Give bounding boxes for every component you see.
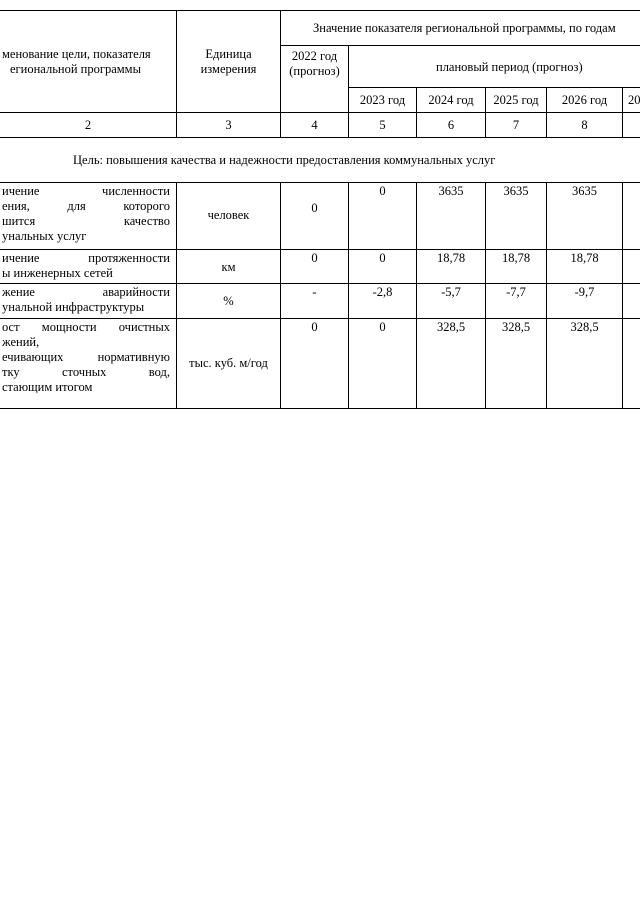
row-3-unit: % bbox=[223, 294, 234, 308]
col-number-8: 8 bbox=[581, 118, 588, 132]
header-planned-period: плановый период (прогноз) bbox=[436, 60, 583, 74]
row-1-value-2023: 0 bbox=[379, 184, 386, 198]
header-name-line-1: менование цели, показателя bbox=[2, 47, 151, 61]
col-number-6: 6 bbox=[447, 118, 455, 132]
row-4-value-2025: 328,5 bbox=[501, 320, 531, 334]
header-year-2025: 2025 год bbox=[493, 93, 539, 107]
row-4-value-2024: 328,5 bbox=[436, 320, 466, 334]
row-2-value-2023: 0 bbox=[379, 251, 386, 265]
row-2-value-2022: 0 bbox=[311, 251, 318, 265]
row-4-value-2026: 328,5 bbox=[570, 320, 599, 334]
row-4-name-line-1: ост мощности очистных bbox=[2, 320, 170, 334]
col-rule-2026 bbox=[622, 87, 623, 137]
row-4-value-2022: 0 bbox=[311, 320, 318, 334]
header-year-cut: 20 bbox=[628, 93, 640, 107]
row-3-name-line-2: унальной инфраструктуры bbox=[2, 300, 145, 314]
table-border-bottom bbox=[0, 408, 640, 409]
row-1-name-line-2: ения, для которого bbox=[2, 199, 170, 213]
row-4-name-line-5: стающим итогом bbox=[2, 380, 93, 394]
row-2-value-2024: 18,78 bbox=[436, 251, 466, 265]
rule-row-1 bbox=[0, 249, 640, 250]
header-year-2023: 2023 год bbox=[359, 93, 406, 107]
row-1-unit: человек bbox=[207, 208, 250, 222]
rule-row-3 bbox=[0, 318, 640, 319]
row-4-value-2023: 0 bbox=[379, 320, 386, 334]
row-2-name-line-1: ичение протяженности bbox=[2, 251, 170, 265]
table-border-top bbox=[0, 10, 640, 11]
rule-below-value-group bbox=[281, 45, 640, 46]
rule-below-header bbox=[0, 112, 640, 113]
row-2-name-line-2: ы инженерных сетей bbox=[2, 266, 113, 280]
row-4-name-line-2: жений, bbox=[2, 335, 40, 349]
rule-below-col-numbers bbox=[0, 137, 640, 138]
rule-below-planned-period bbox=[348, 87, 640, 88]
row-3-value-2026: -9,7 bbox=[574, 285, 595, 299]
row-2-value-2026: 18,78 bbox=[570, 251, 599, 265]
header-unit-line-2: измерения bbox=[200, 62, 257, 76]
body-rule-2026 bbox=[622, 182, 623, 408]
row-3-value-2022: - bbox=[312, 285, 317, 299]
row-3-value-2023: -2,8 bbox=[372, 285, 393, 299]
row-1-value-2026: 3635 bbox=[572, 184, 597, 198]
header-year-2026: 2026 год bbox=[561, 93, 608, 107]
col-number-3: 3 bbox=[225, 118, 232, 132]
row-1-value-2024: 3635 bbox=[438, 184, 464, 198]
row-1-value-2022: 0 bbox=[311, 201, 318, 215]
row-1-name-line-3: шится качество bbox=[2, 214, 170, 228]
row-2-unit: км bbox=[221, 260, 236, 274]
header-value-group: Значение показателя региональной программы, по годам bbox=[313, 21, 616, 35]
row-4-name-line-4: тку сточных вод, bbox=[2, 365, 170, 379]
col-number-2: 2 bbox=[84, 118, 92, 132]
header-2022-line-2: (прогноз) bbox=[289, 64, 340, 78]
row-2-value-2025: 18,78 bbox=[501, 251, 531, 265]
row-3-value-2025: -7,7 bbox=[506, 285, 526, 299]
header-year-2024: 2024 год bbox=[428, 93, 474, 107]
header-2022-line-1: 2022 год bbox=[291, 49, 338, 63]
rule-above-rows bbox=[0, 182, 640, 183]
row-4-unit: тыс. куб. м/год bbox=[189, 356, 268, 370]
col-number-5: 5 bbox=[379, 118, 386, 132]
header-name-line-2: егиональной программы bbox=[10, 62, 141, 76]
rule-row-2 bbox=[0, 283, 640, 284]
row-3-name-line-1: жение аварийности bbox=[2, 285, 170, 299]
row-1-value-2025: 3635 bbox=[503, 184, 529, 198]
row-4-name-line-3: ечивающих нормативную bbox=[2, 350, 170, 364]
row-1-name-line-4: унальных услуг bbox=[2, 229, 87, 243]
col-number-4: 4 bbox=[311, 118, 318, 132]
goal-text: Цель: повышения качества и надежности предоставления коммунальных услуг bbox=[73, 153, 496, 167]
header-unit-line-1: Единица bbox=[205, 47, 252, 61]
row-3-value-2024: -5,7 bbox=[441, 285, 461, 299]
row-1-name-line-1: ичение численности bbox=[2, 184, 170, 198]
col-number-7: 7 bbox=[512, 118, 520, 132]
